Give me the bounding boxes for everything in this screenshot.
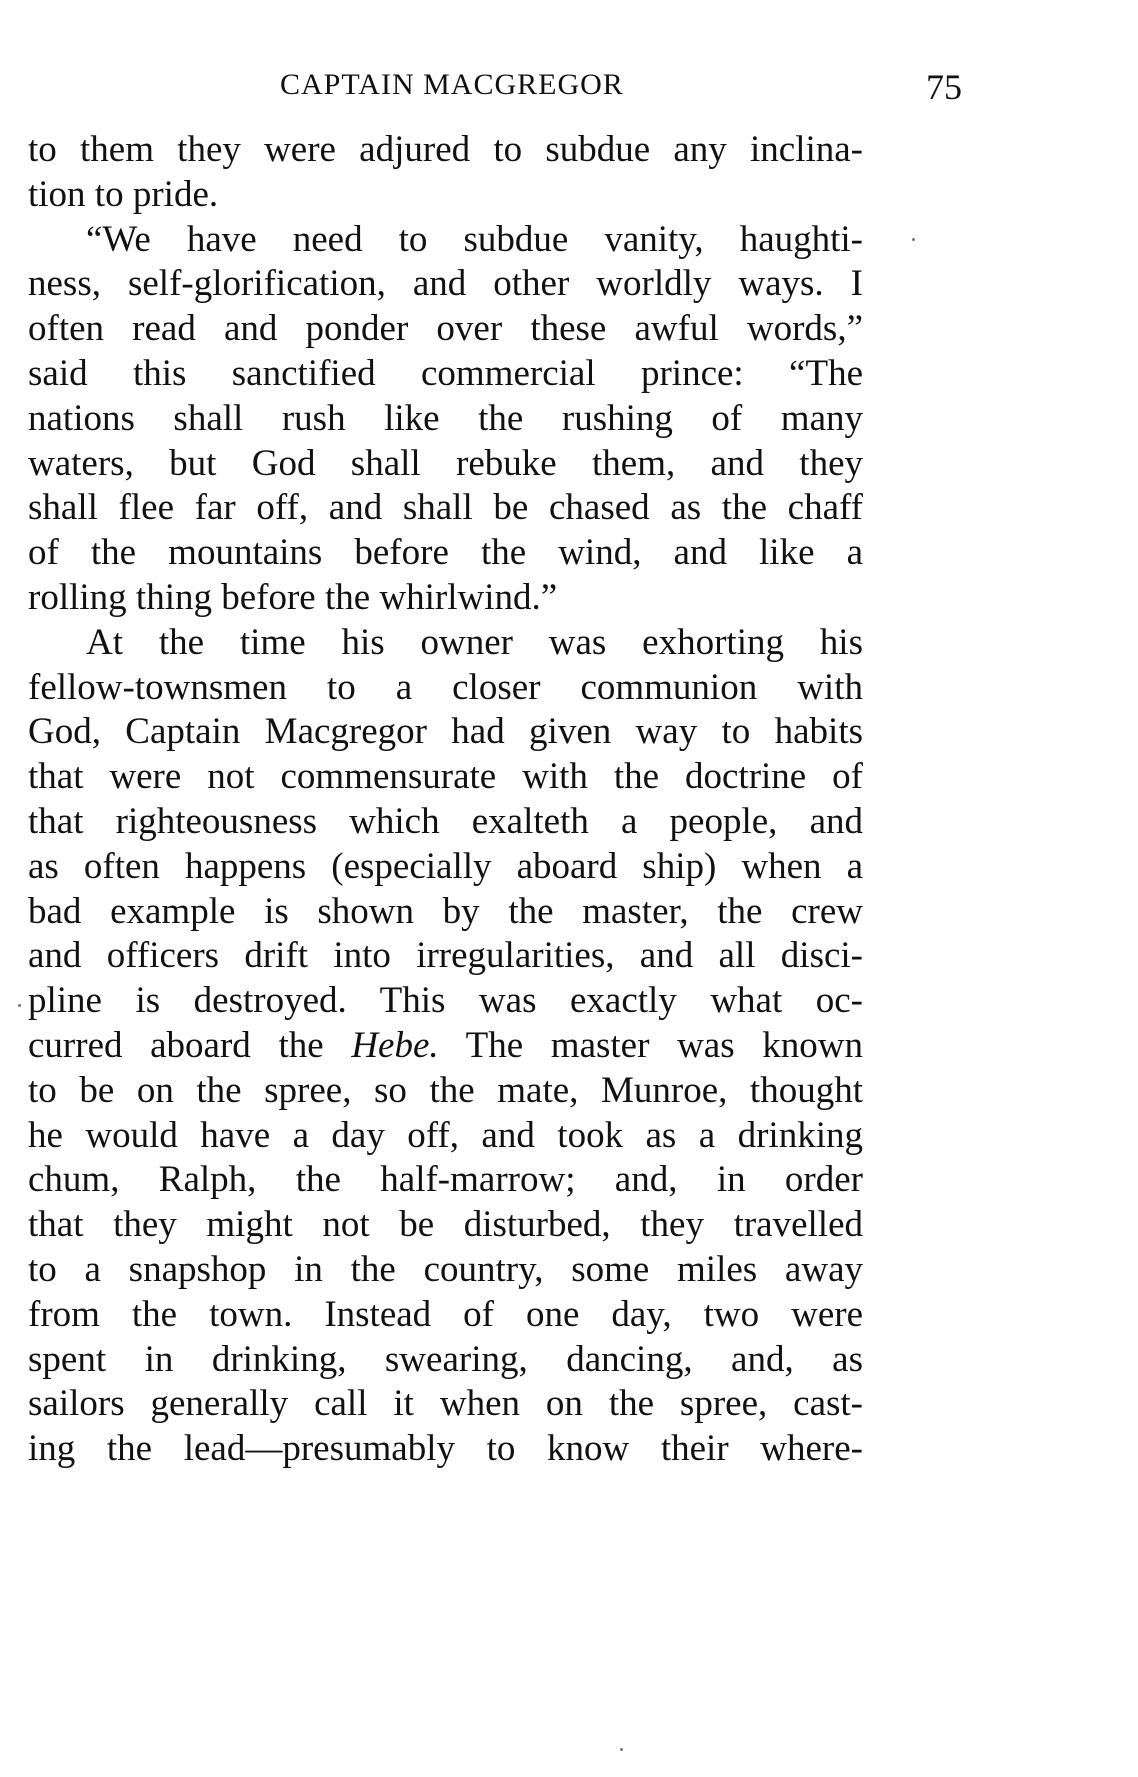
text-line: tion to pride. — [28, 173, 219, 215]
text-line: spent in drinking, swearing, dancing, and, as — [28, 1338, 863, 1380]
text-line: God, Captain Macgregor had given way to habits — [28, 711, 863, 753]
page-header — [30, 62, 990, 122]
body-text — [28, 128, 863, 1472]
running-head: CAPTAIN MACGREGOR — [280, 68, 624, 101]
text-line: fellow-townsmen to a closer communion with — [28, 666, 863, 708]
text-line: often read and ponder over these awful words,” — [28, 308, 863, 350]
paper-speck — [620, 1748, 623, 1751]
paper-speck — [912, 238, 915, 241]
text-line: he would have a day off, and took as a drinking — [28, 1114, 863, 1156]
paper-speck — [18, 1004, 21, 1007]
text-line: bad example is shown by the master, the crew — [28, 890, 863, 932]
ship-name-italic: Hebe. — [351, 1024, 439, 1066]
text-line: that were not commensurate with the doctrine of — [28, 756, 863, 798]
text-line-with-italic — [28, 1024, 863, 1069]
text-segment: The master was known — [438, 1024, 863, 1066]
text-line: that righteousness which exalteth a people, and — [28, 800, 863, 842]
text-line: rolling thing before the whirlwind.” — [28, 576, 558, 618]
text-line: “We have need to subdue vanity, haughti- — [86, 218, 863, 260]
text-line: ing the lead—presumably to know their where- — [28, 1428, 863, 1470]
text-line: from the town. Instead of one day, two were — [28, 1293, 863, 1335]
text-line: to be on the spree, so the mate, Munroe, thought — [28, 1069, 863, 1111]
text-line: shall flee far off, and shall be chased as the chaff — [28, 487, 863, 529]
text-line: nations shall rush like the rushing of many — [28, 397, 863, 439]
text-line: to them they were adjured to subdue any inclina- — [28, 129, 863, 170]
text-line: ness, self-glorification, and other worldly ways. I — [28, 263, 863, 305]
text-line: At the time his owner was exhorting his — [86, 621, 863, 663]
text-line: waters, but God shall rebuke them, and they — [28, 442, 863, 484]
text-line: chum, Ralph, the half-marrow; and, in order — [28, 1159, 863, 1201]
text-line: as often happens (especially aboard ship) when a — [28, 845, 863, 887]
page-number: 75 — [926, 67, 962, 107]
text-segment: curred aboard the — [28, 1024, 352, 1066]
text-line: sailors generally call it when on the spree, cast- — [28, 1383, 863, 1425]
text-line: to a snapshop in the country, some miles away — [28, 1248, 863, 1290]
text-line: that they might not be disturbed, they travelled — [28, 1204, 863, 1246]
text-line: and officers drift into irregularities, and all disci- — [28, 935, 863, 977]
text-line: of the mountains before the wind, and like a — [28, 532, 863, 574]
text-line: pline is destroyed. This was exactly what oc- — [28, 980, 863, 1022]
text-line: said this sanctified commercial prince: “The — [28, 352, 863, 394]
